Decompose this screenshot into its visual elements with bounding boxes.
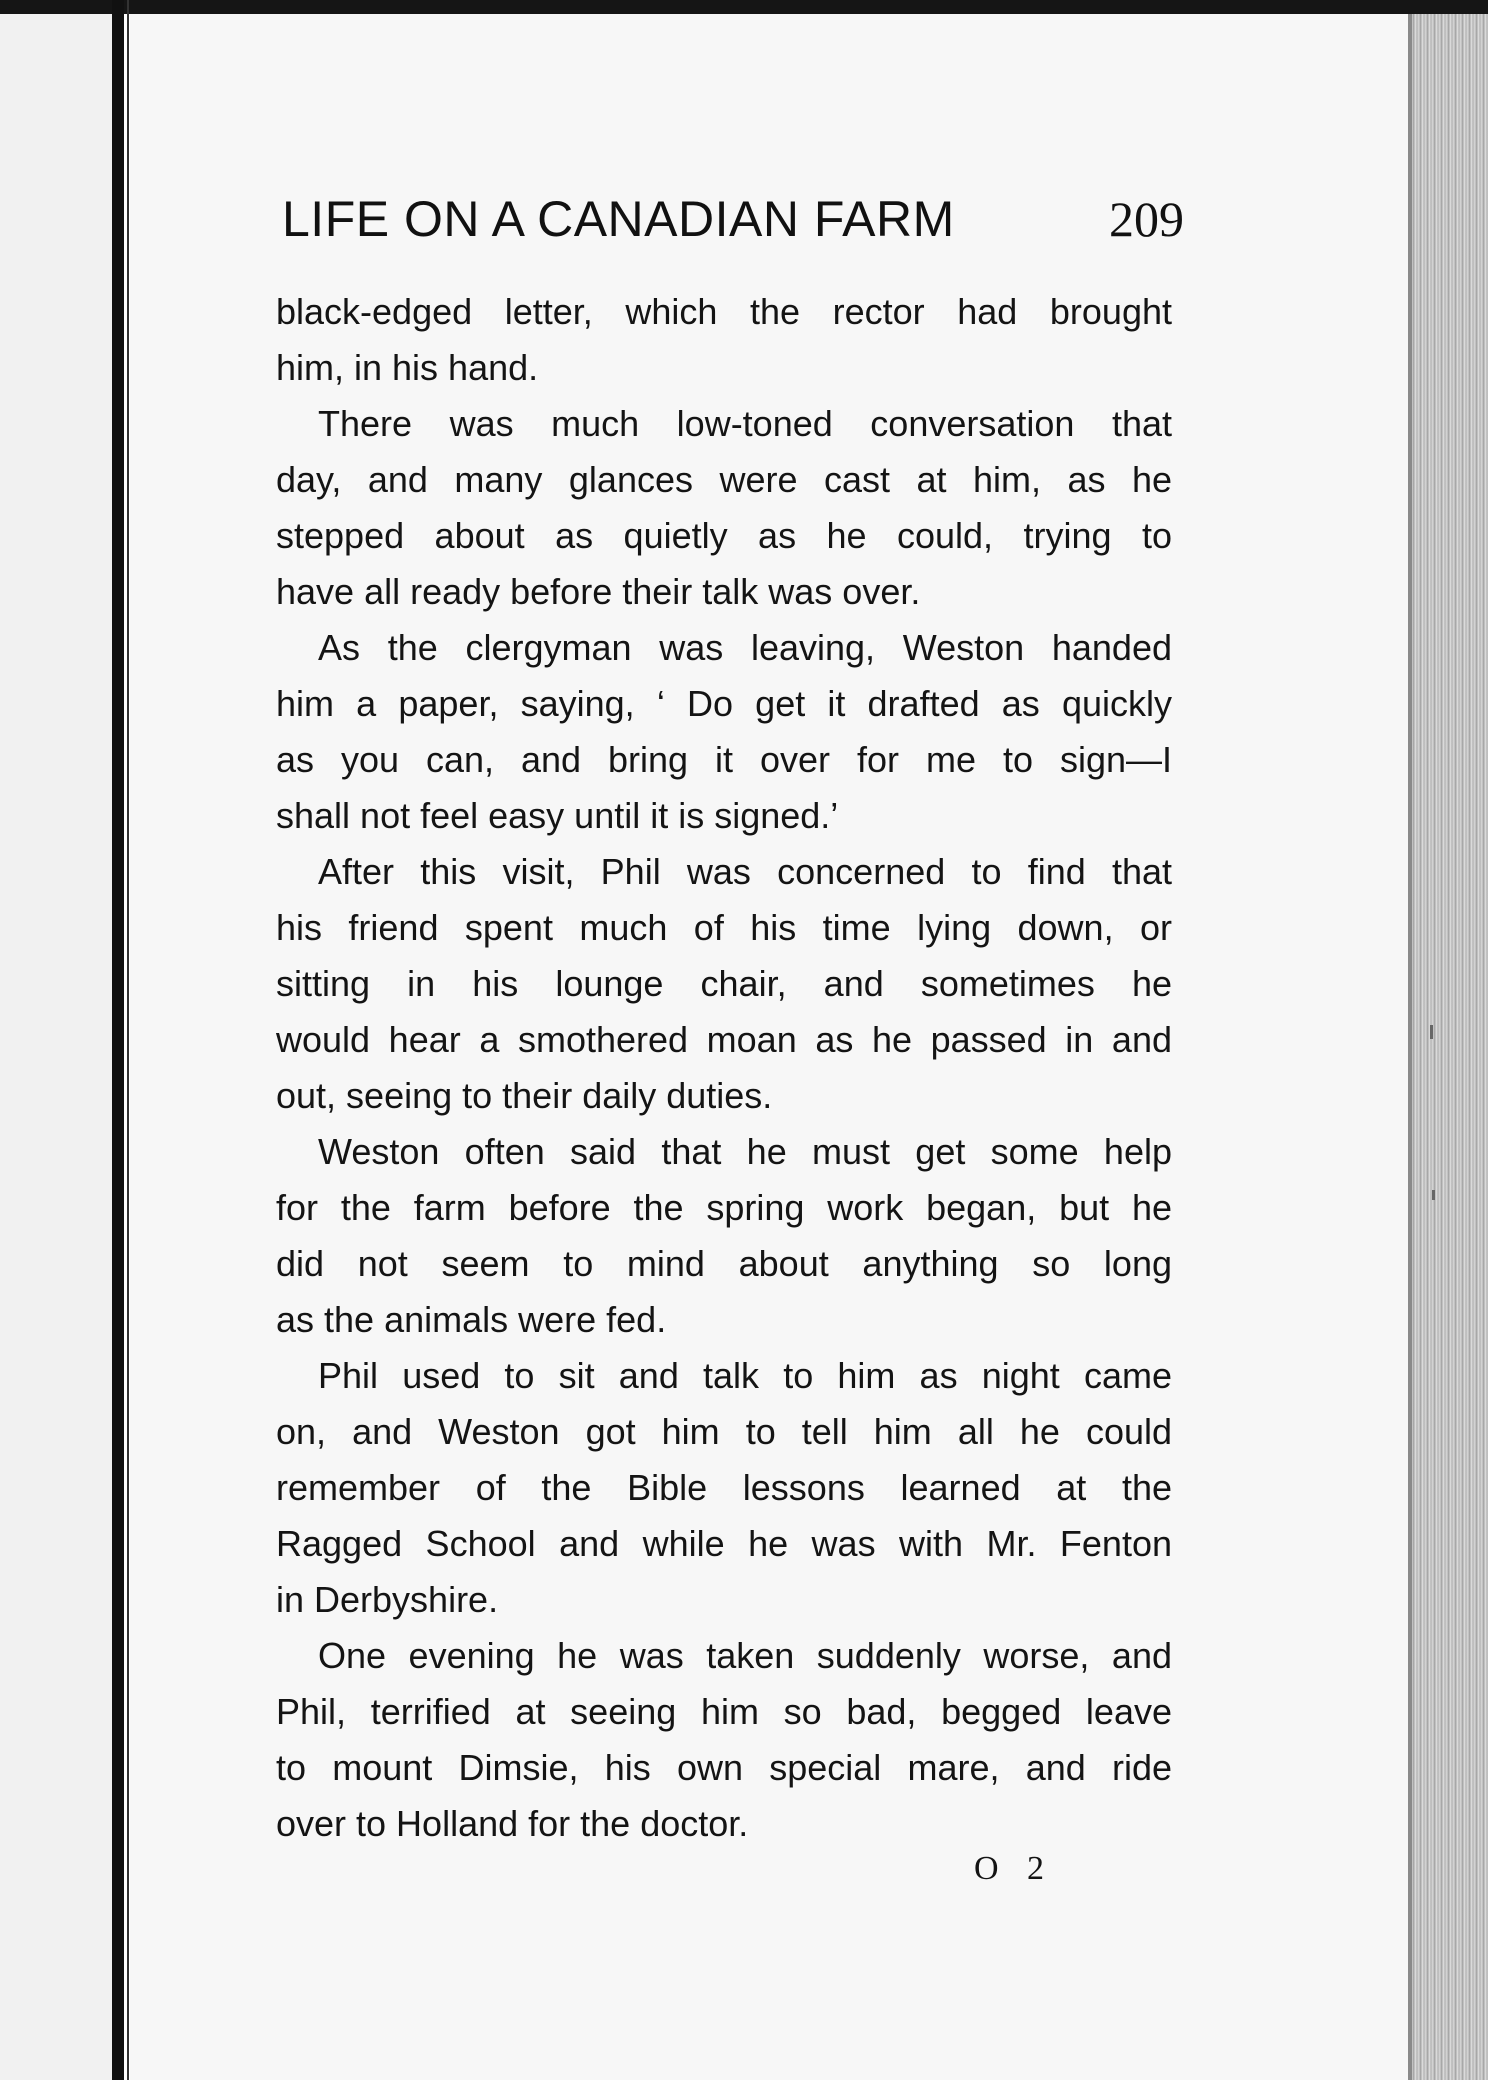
running-title: LIFE ON A CANADIAN FARM bbox=[282, 191, 955, 247]
text-line: as you can, and bring it over for me to sign—I bbox=[276, 739, 1172, 780]
text-line: his friend spent much of his time lying down, or bbox=[276, 907, 1172, 948]
text-line: sitting in his lounge chair, and sometimes he bbox=[276, 963, 1172, 1004]
text-line: Weston often said that he must get some help bbox=[318, 1131, 1172, 1172]
text-line: as the animals were fed. bbox=[276, 1299, 667, 1340]
text-line: have all ready before their talk was over. bbox=[276, 571, 921, 612]
text-line: would hear a smothered moan as he passed in and bbox=[276, 1019, 1172, 1060]
text-line: to mount Dimsie, his own special mare, and ride bbox=[276, 1747, 1172, 1788]
paragraph bbox=[276, 1124, 1172, 1348]
paragraph bbox=[276, 620, 1172, 844]
top-scan-edge bbox=[0, 0, 1488, 14]
text-line: him a paper, saying, ‘ Do get it drafted as quickly bbox=[276, 683, 1172, 724]
text-line: shall not feel easy until it is signed.’ bbox=[276, 795, 839, 836]
body-text bbox=[276, 284, 1172, 1852]
scan-speck bbox=[1430, 1025, 1433, 1039]
text-line: over to Holland for the doctor. bbox=[276, 1803, 749, 1844]
paragraph bbox=[276, 844, 1172, 1124]
page-stack-edges bbox=[1412, 14, 1488, 2080]
text-line: stepped about as quietly as he could, trying to bbox=[276, 515, 1172, 556]
text-line: out, seeing to their daily duties. bbox=[276, 1075, 773, 1116]
paragraph bbox=[276, 1628, 1172, 1852]
text-line: in Derbyshire. bbox=[276, 1579, 499, 1620]
text-line: day, and many glances were cast at him, as he bbox=[276, 459, 1172, 500]
running-head bbox=[282, 190, 1184, 260]
paragraph bbox=[276, 396, 1172, 620]
text-line: remember of the Bible lessons learned at the bbox=[276, 1467, 1172, 1508]
text-line: Phil, terrified at seeing him so bad, begged leave bbox=[276, 1691, 1172, 1732]
book-gutter bbox=[112, 0, 124, 2080]
text-line: As the clergyman was leaving, Weston handed bbox=[318, 627, 1172, 668]
signature-mark: O 2 bbox=[974, 1850, 1055, 1887]
page-number: 209 bbox=[1109, 191, 1184, 247]
text-line: After this visit, Phil was concerned to find that bbox=[318, 851, 1172, 892]
text-line: One evening he was taken suddenly worse, and bbox=[318, 1635, 1172, 1676]
text-line: him, in his hand. bbox=[276, 347, 539, 388]
scan-speck bbox=[1432, 1190, 1435, 1200]
paragraph bbox=[276, 284, 1172, 396]
text-line: did not seem to mind about anything so long bbox=[276, 1243, 1172, 1284]
text-line: Phil used to sit and talk to him as night came bbox=[318, 1355, 1172, 1396]
gutter-line bbox=[127, 0, 129, 2080]
paragraph bbox=[276, 1348, 1172, 1628]
facing-page-edge bbox=[0, 14, 112, 2080]
text-line: black-edged letter, which the rector had brought bbox=[276, 291, 1172, 332]
text-line: There was much low-toned conversation that bbox=[318, 403, 1172, 444]
text-line: Ragged School and while he was with Mr. Fenton bbox=[276, 1523, 1172, 1564]
text-line: on, and Weston got him to tell him all he could bbox=[276, 1411, 1172, 1452]
text-line: for the farm before the spring work began, but he bbox=[276, 1187, 1172, 1228]
